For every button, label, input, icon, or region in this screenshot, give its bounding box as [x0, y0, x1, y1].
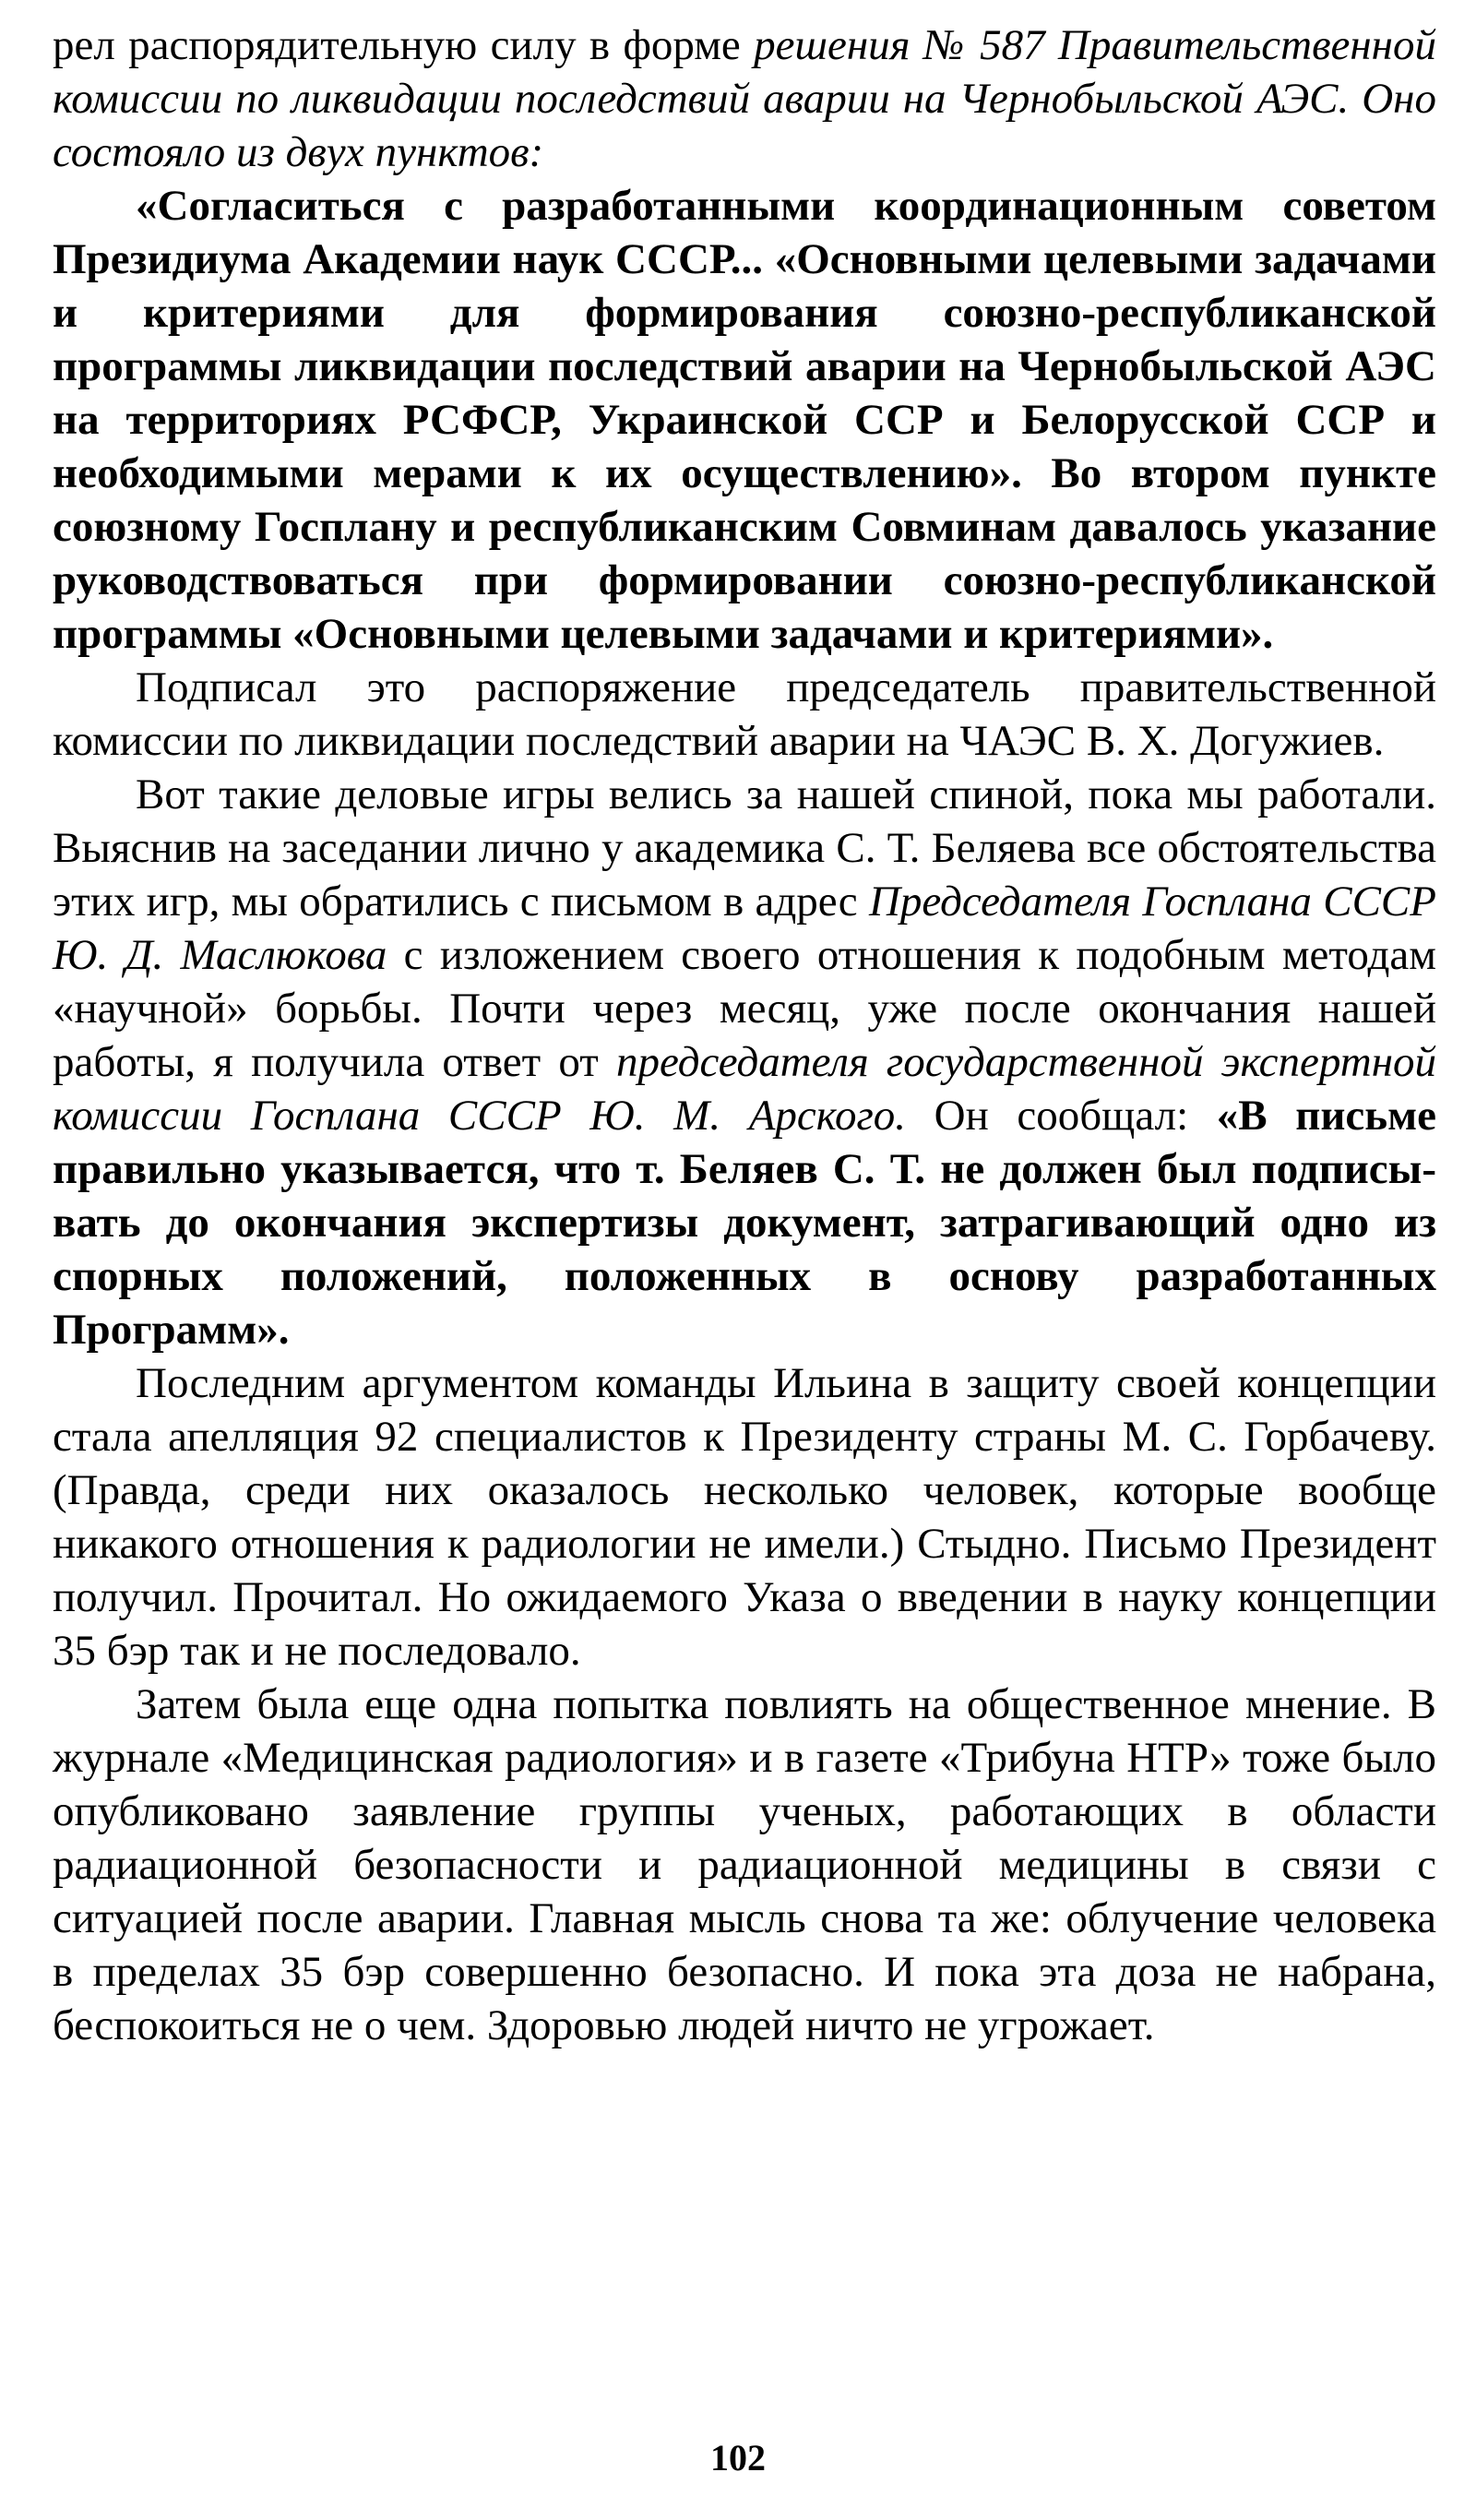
paragraph-2 [53, 179, 1436, 661]
text-run-italic: Председателя Госплана СССР Ю. Д. Маслюкова [53, 878, 1436, 979]
page-number: 102 [710, 2437, 766, 2478]
text-run-normal: Подписал это распоряжение председатель правительственной комиссии по ликвидации последствий аварии на ЧАЭС В. Х. Догужиев. [53, 663, 1436, 765]
text-run-normal: Последним аргументом команды Ильина в защиту своей концепции стала апелляция 92 специалистов к Президенту страны М. С. Горбачеву. (Правда, среди них оказалось несколько человек, которые вообще никакого отношения к радиологии не имели.) Стыдно. Письмо Президент получил. Прочитал. Но ожидаемого Указа о введении в науку концепции 35 бэр так и не последовало. [53, 1359, 1436, 1675]
text-run-italic: решения № 587 Правительственной комиссии по ликвидации последствий аварии на Чернобыльской АЭС. Оно состояло из двух пунктов: [53, 21, 1436, 176]
text-run-bold: «В письме правильно указывается, что т. Беляев С. Т. не должен был подписывать до окончания экспертизы документ, затрагивающий одно из спорных положений, положенных в основу разработанных Программ». [53, 1092, 1436, 1354]
text-run-normal: Он сообщал: [906, 1092, 1217, 1140]
text-run-normal: Затем была еще одна попытка повлиять на общественное мнение. В журнале «Медицинская радиология» и в газете «Трибуна НТР» тоже было опубликовано заявление группы ученых, работающих в области радиационной безопасности и радиационной медицины в связи с ситуацией после аварии. Главная мысль снова та же: облучение человека в пределах 35 бэр совершенно безопасно. И пока эта доза не набрана, беспокоиться не о чем. Здоровью людей ничто не угрожает. [53, 1680, 1436, 2049]
text-run-normal: Вот такие деловые игры велись за нашей спиной, пока мы работали. Выяснив на заседании лично у академика С. Т. Беляева все обстоятельства этих игр, мы обратились с письмом в адрес [53, 770, 1436, 926]
text-run-italic: председателя государственной экспертной комиссии Госплана СССР Ю. М. Арского. [53, 1038, 1437, 1140]
text-run-bold: «Согласиться с разработанными координационным советом Президиума Академии наук СССР... «Основными целевыми задачами и критериями для формирования союзно-республиканской программы ликвидации последствий аварии на Чернобыльской АЭС на территориях РСФСР, Украинской ССР и Белорусской ССР и необходимыми мерами к их осуществлению». Во втором пункте союзному Госплану и республиканским Совминам давалось указание руководствоваться при формировании союзно-республиканской программы «Основными целевыми задачами и критериями». [53, 182, 1436, 658]
text-run-normal: с изложением своего отношения к подобным методам «научной» борьбы. Почти через месяц, уже после окончания нашей работы, я получила ответ от [53, 931, 1436, 1086]
paragraph-6 [53, 1678, 1436, 2052]
paragraph-4 [53, 768, 1436, 1356]
text-run-normal: рел распорядительную силу в форме [53, 21, 755, 69]
paragraph-1 [53, 18, 1436, 179]
page-body [53, 18, 1436, 2052]
paragraph-3 [53, 661, 1436, 768]
paragraph-5 [53, 1356, 1436, 1678]
